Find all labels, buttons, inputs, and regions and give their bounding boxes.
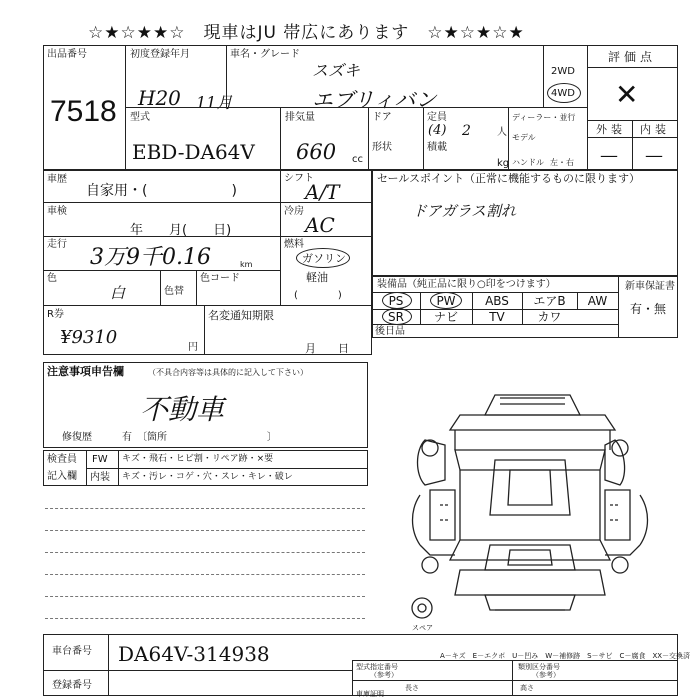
history-label: 車歴	[47, 174, 67, 185]
inspector-interior-text: キズ・汚レ・コゲ・穴・スレ・キレ・破レ	[122, 472, 293, 482]
aircon-value: AC	[305, 213, 335, 237]
history-value: 自家用・( )	[86, 183, 237, 199]
fuel-diesel: 軽油	[306, 271, 328, 284]
warranty-label: 新車保証書	[625, 281, 675, 292]
inspector-interior: 内装	[90, 472, 110, 483]
legend-text: A－キズ E－エクボ U－凹み W－補修跡 S－サビ C－腐食 XX－交換済	[440, 652, 691, 660]
inspector-label2: 記入欄	[47, 471, 77, 482]
model-code-value: EBD-DA64V	[132, 140, 255, 164]
inspector-label1: 検査員	[47, 454, 77, 465]
capacity-value: 2	[462, 123, 471, 139]
grade-mark: ✕	[615, 78, 639, 111]
designated-no-label: 型式指定番号	[356, 663, 398, 671]
category-no-label: 類別区分番号	[518, 663, 560, 671]
name-change-text: 月 日	[305, 342, 349, 355]
sales-point-label: セールスポイント（正常に機能するものに限ります）	[377, 172, 641, 185]
dealer-model-label: モデル	[512, 133, 536, 142]
equipment-trunk: 後日品	[375, 326, 405, 337]
mileage-label: 走行	[47, 239, 67, 250]
sales-point-frame	[372, 170, 678, 276]
dealer-label: ディーラー・並行	[512, 113, 576, 122]
notes-value: 不動車	[140, 393, 225, 426]
spare-label: スペア	[412, 624, 433, 632]
width-label: 車庫証明	[356, 690, 384, 698]
aircon-label: 冷房	[284, 206, 304, 217]
drive-4wd: 4WD	[551, 88, 575, 99]
equipment-aw: AW	[587, 294, 608, 308]
reference1-label: （参考）	[370, 671, 398, 679]
mileage-value: 3万9千0.16	[90, 245, 211, 270]
door-label: ドア	[372, 112, 392, 123]
warranty-value: 有・無	[630, 302, 667, 316]
car-model: エブリィバン	[312, 88, 437, 112]
equipment-navi: ナビ	[433, 310, 458, 324]
equipment-tv: TV	[489, 310, 505, 324]
sales-point-note: ドアガラス割れ	[412, 202, 516, 220]
color-value: 白	[110, 284, 126, 302]
lot-number: 7518	[50, 95, 117, 128]
lot-label: 出品番号	[47, 49, 87, 60]
header-banner: ☆★☆★★☆ 現車はJU 帯広にあります ☆★☆★☆★	[88, 23, 525, 43]
height-label: 高さ	[520, 684, 534, 692]
capacity-unit: 人	[497, 127, 507, 138]
dealer-handle-options: 左・右	[550, 158, 574, 167]
equipment-ps: PS	[388, 294, 404, 308]
inspector-fw: FW	[92, 454, 108, 465]
grade-exterior-value: —	[600, 145, 618, 166]
notes-sublabel: （不具合内容等は具体的に記入して下さい）	[148, 368, 308, 377]
equipment-sr: SR	[388, 310, 404, 324]
fuel-label: 燃料	[284, 239, 304, 250]
reference2-label: （参考）	[532, 671, 560, 679]
chassis-label: 車台番号	[52, 646, 92, 657]
equipment-airbag: エアB	[533, 294, 566, 308]
dealer-handle-label: ハンドル	[512, 158, 544, 167]
load-label: 積載	[427, 142, 447, 153]
grade-label: 評価点	[608, 50, 657, 64]
shift-label: シフト	[284, 173, 314, 184]
shape-label: 形状	[372, 142, 392, 153]
model-code-label: 型式	[130, 112, 150, 123]
load-unit: kg	[497, 158, 510, 169]
equipment-leather: カワ	[537, 310, 562, 324]
shift-value: A/T	[305, 180, 340, 204]
plate-label: 登録番号	[52, 680, 92, 691]
car-damage-diagram	[400, 370, 650, 640]
inspector-fw-text: キズ・飛石・ヒビ割・リペア跡・×要	[122, 454, 274, 464]
length-label: 長さ	[405, 684, 419, 692]
grade-exterior-label: 外装	[596, 123, 626, 136]
recycle-value: ¥9310	[60, 327, 118, 348]
drive-2wd: 2WD	[551, 66, 575, 77]
color-label: 色	[47, 273, 57, 284]
car-maker: スズキ	[312, 61, 361, 80]
inspection-text: 年 月( 日)	[130, 223, 232, 238]
door-value: (4)	[428, 123, 447, 138]
color-tone-label: 色替	[164, 286, 184, 297]
mileage-unit: km	[240, 260, 253, 269]
registration-month: 11月	[196, 93, 233, 112]
displacement-unit: cc	[352, 154, 363, 165]
color-code-label: 色コード	[200, 273, 240, 284]
fuel-gas: ガソリン	[302, 252, 346, 265]
displacement-value: 660	[296, 140, 337, 164]
capacity-label: 定員	[427, 112, 447, 123]
registration-label: 初度登録年月	[130, 49, 190, 60]
name-change-label: 名変通知期限	[208, 309, 274, 322]
registration-year: H20	[138, 86, 181, 110]
fuel-other: ( )	[294, 290, 342, 301]
notes-label: 注意事項申告欄	[47, 365, 124, 378]
repair-value: 有 〔箇所 〕	[122, 432, 277, 443]
inspection-label: 車検	[47, 206, 67, 217]
recycle-label: R券	[47, 309, 64, 320]
repair-label: 修復歴	[62, 432, 92, 443]
equipment-pw: PW	[436, 294, 456, 308]
equipment-abs: ABS	[485, 294, 509, 308]
displacement-label: 排気量	[285, 112, 315, 123]
car-name-label: 車名・グレード	[230, 49, 300, 60]
grade-interior-value: —	[645, 145, 663, 166]
recycle-unit: 円	[188, 342, 198, 353]
equipment-label: 装備品（純正品に限り○印をつけます）	[377, 279, 556, 290]
chassis-value: DA64V-314938	[118, 642, 270, 666]
grade-interior-label: 内装	[640, 123, 670, 136]
